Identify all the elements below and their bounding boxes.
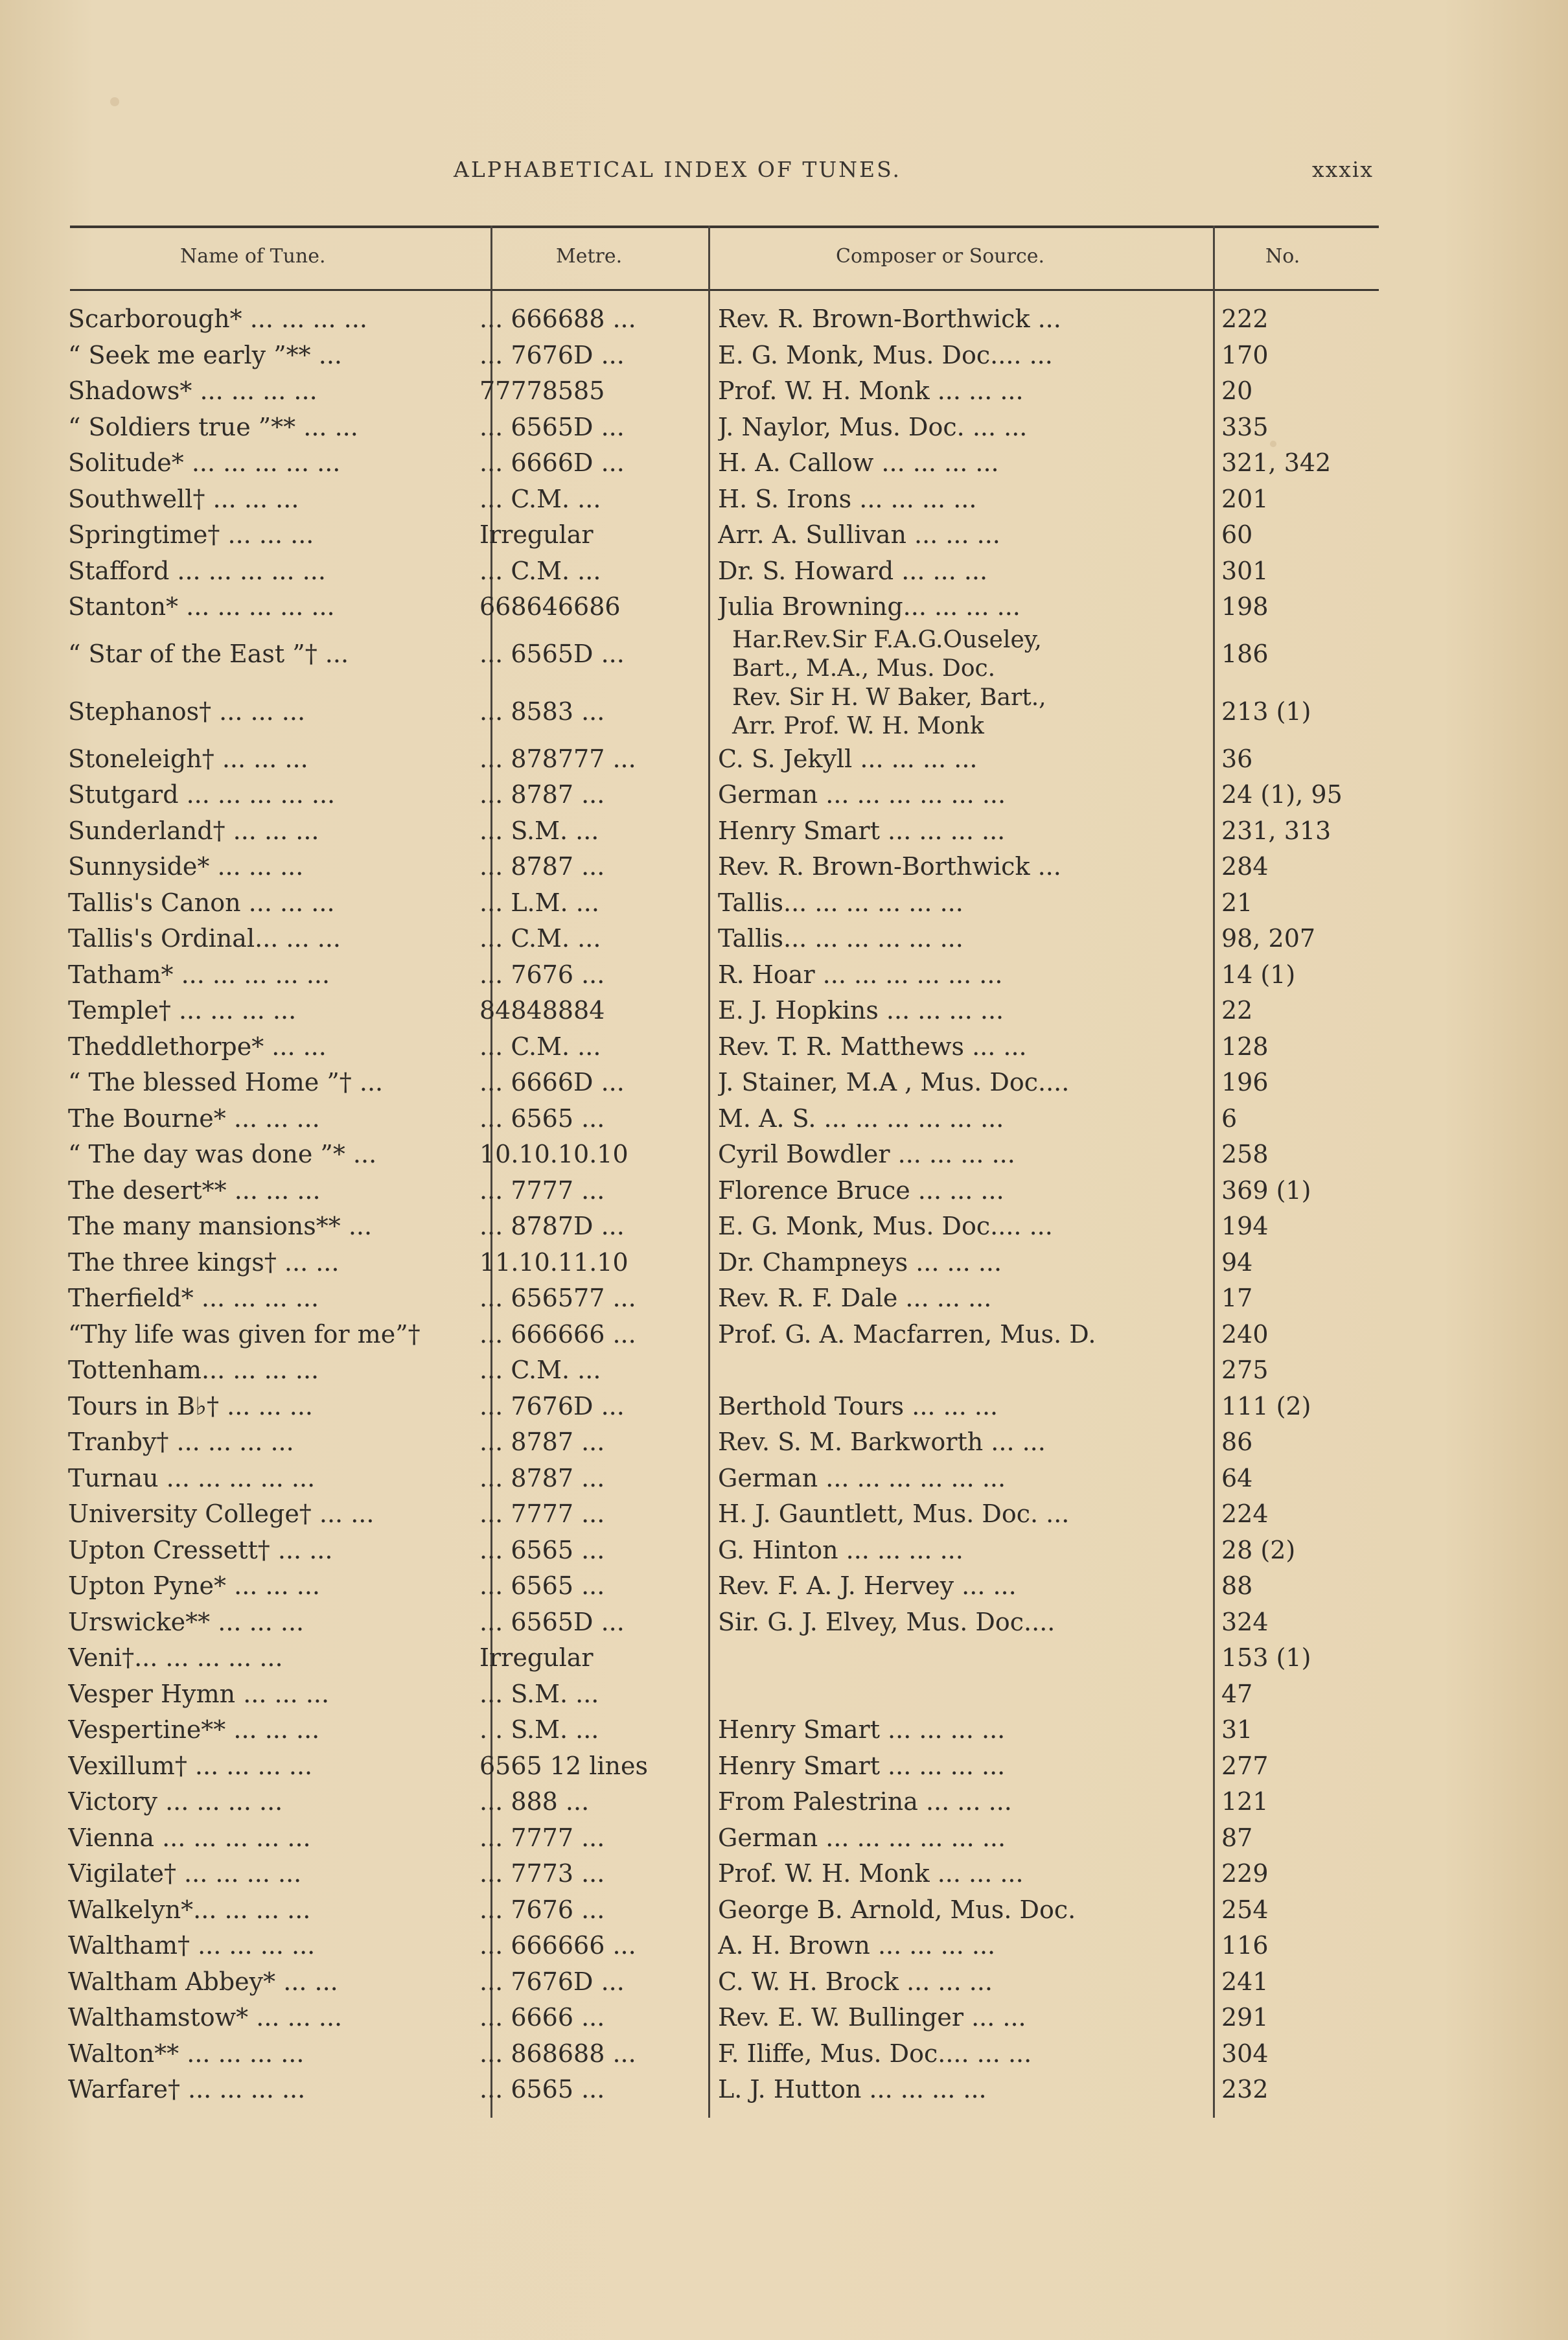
- tune-name: Veni†... ... ... ... ...: [68, 1643, 283, 1672]
- tune-number: 98, 207: [1221, 924, 1316, 953]
- tune-metre: ... 7676 ...: [479, 960, 605, 989]
- tune-composer: F. Iliffe, Mus. Doc.... ... ...: [718, 2039, 1032, 2068]
- tune-number: 94: [1221, 1247, 1253, 1277]
- tune-number: 186: [1221, 639, 1269, 668]
- tune-metre: 77778585: [479, 376, 605, 405]
- composer-line-1: Rev. Sir H. W Baker, Bart.,: [732, 684, 1046, 711]
- table-row: [0, 1104, 1568, 1141]
- tune-name: Tallis's Canon ... ... ...: [68, 888, 335, 917]
- tune-name: Stephanos† ... ... ...: [68, 697, 306, 726]
- tune-composer: German ... ... ... ... ... ...: [718, 780, 1006, 809]
- tune-metre: ... 6666D ...: [479, 1068, 625, 1096]
- table-row: [0, 1536, 1568, 1572]
- tune-metre: ... 6666 ...: [479, 2003, 605, 2032]
- tune-name: Tallis's Ordinal... ... ...: [68, 924, 341, 953]
- tune-name: “Thy life was given for me”†: [68, 1319, 421, 1349]
- tune-metre: ... 7676D ...: [479, 340, 625, 369]
- tune-composer: Cyril Bowdler ... ... ... ...: [718, 1140, 1015, 1168]
- tune-metre: Irregular: [479, 520, 594, 549]
- composer-line-2: Arr. Prof. W. H. Monk: [732, 713, 984, 739]
- tune-number: 121: [1221, 1787, 1269, 1816]
- tune-name: Turnau ... ... ... ... ...: [68, 1463, 316, 1492]
- tune-metre: ... 656577 ...: [479, 1284, 636, 1312]
- tune-metre: ... 8787D ...: [479, 1212, 625, 1240]
- tune-metre: ... 6565 ...: [479, 1571, 605, 1600]
- tune-number: 324: [1221, 1607, 1269, 1636]
- tune-metre: 10.10.10.10: [479, 1140, 628, 1168]
- tune-number: 291: [1221, 2003, 1269, 2032]
- tune-composer: Rev. R. Brown-Borthwick ...: [718, 852, 1061, 881]
- table-row: [0, 376, 1568, 413]
- tune-composer: M. A. S. ... ... ... ... ... ...: [718, 1104, 1004, 1133]
- tune-number: 277: [1221, 1751, 1269, 1780]
- table-row: [0, 1895, 1568, 1932]
- tune-number: 198: [1221, 592, 1269, 621]
- table-row: [0, 2039, 1568, 2076]
- tune-number: 87: [1221, 1823, 1253, 1852]
- tune-composer: Sir. G. J. Elvey, Mus. Doc....: [718, 1607, 1055, 1636]
- table-row: [0, 413, 1568, 449]
- tune-metre: ... C.M. ...: [479, 1032, 601, 1061]
- table-row: [0, 1967, 1568, 2004]
- tune-name: Waltham† ... ... ... ...: [68, 1931, 316, 1960]
- tune-metre: ... C.M. ...: [479, 1356, 601, 1384]
- table-row: [0, 1824, 1568, 1860]
- tune-name: Sunnyside* ... ... ...: [68, 852, 304, 881]
- table-row: [0, 1176, 1568, 1212]
- table-row: [0, 960, 1568, 997]
- tune-number: 153 (1): [1221, 1643, 1311, 1672]
- tune-composer: R. Hoar ... ... ... ... ... ...: [718, 960, 1003, 989]
- tune-number: 201: [1221, 484, 1269, 513]
- tune-number: 31: [1221, 1715, 1253, 1744]
- tune-metre: ... 7777 ...: [479, 1176, 605, 1205]
- tune-metre: ... 6565 ...: [479, 1535, 605, 1564]
- tune-metre: 11.10.11.10: [479, 1247, 628, 1277]
- tune-metre: ... 7676D ...: [479, 1391, 625, 1420]
- table-row: [0, 1715, 1568, 1752]
- tune-number: 22: [1221, 996, 1253, 1025]
- table-row: [0, 1608, 1568, 1644]
- tune-number: 196: [1221, 1068, 1269, 1096]
- tune-name: Victory ... ... ... ...: [68, 1787, 283, 1816]
- tune-metre: ... 868688 ...: [479, 2039, 636, 2068]
- tune-name: The Bourne* ... ... ...: [68, 1104, 320, 1133]
- tune-number: 229: [1221, 1859, 1269, 1888]
- table-row: [0, 448, 1568, 485]
- tune-composer: G. Hinton ... ... ... ...: [718, 1535, 963, 1564]
- tune-number: 232: [1221, 2075, 1269, 2103]
- tune-metre: ... 878777 ...: [479, 744, 636, 773]
- table-row: [0, 2075, 1568, 2111]
- tune-metre: ... C.M. ...: [479, 556, 601, 585]
- table-row: [0, 1428, 1568, 1464]
- tune-name: Stutgard ... ... ... ... ...: [68, 780, 336, 809]
- page-number: xxxix: [1312, 157, 1374, 182]
- tune-name: Scarborough* ... ... ... ...: [68, 305, 367, 333]
- tune-number: 47: [1221, 1679, 1253, 1708]
- tune-name: The desert** ... ... ...: [68, 1176, 321, 1205]
- tune-number: 86: [1221, 1428, 1253, 1456]
- tune-composer: H. A. Callow ... ... ... ...: [718, 448, 999, 477]
- tune-composer: Rev. R. F. Dale ... ... ...: [718, 1284, 992, 1312]
- tune-name: Upton Pyne* ... ... ...: [68, 1571, 320, 1600]
- tune-metre: ... C.M. ...: [479, 484, 601, 513]
- table-row: [0, 1931, 1568, 1967]
- table-row: [0, 592, 1568, 629]
- table-row: [0, 924, 1568, 960]
- tune-number: 194: [1221, 1212, 1269, 1240]
- tune-metre: 6565 12 lines: [479, 1751, 648, 1780]
- tune-composer: Prof. G. A. Macfarren, Mus. D.: [718, 1319, 1096, 1349]
- tune-metre: ... 6565 ...: [479, 2075, 605, 2103]
- tune-metre: ... 666666 ...: [479, 1931, 636, 1960]
- tune-name: The many mansions** ...: [68, 1212, 373, 1240]
- tune-number: 88: [1221, 1571, 1253, 1600]
- table-top-rule: [70, 226, 1379, 228]
- table-row: [0, 1320, 1568, 1356]
- tune-composer: Julia Browning... ... ... ...: [718, 592, 1020, 621]
- table-row: [0, 1752, 1568, 1788]
- tune-composer: C. S. Jekyll ... ... ... ...: [718, 744, 978, 773]
- tune-metre: ... 6565D ...: [479, 412, 625, 441]
- tune-number: 21: [1221, 888, 1253, 917]
- tune-metre: ... 6565D ...: [479, 639, 625, 668]
- table-row: [0, 626, 1568, 687]
- tune-metre: ... 7777 ...: [479, 1823, 605, 1852]
- table-row: [0, 1140, 1568, 1176]
- tune-number: 241: [1221, 1967, 1269, 1996]
- tune-name: Tottenham... ... ... ...: [68, 1356, 319, 1384]
- tune-metre: ... 6565D ...: [479, 1607, 625, 1636]
- tune-name: Walkelyn*... ... ... ...: [68, 1895, 311, 1924]
- tune-number: 128: [1221, 1032, 1269, 1061]
- tune-number: 20: [1221, 376, 1253, 405]
- tune-composer: Henry Smart ... ... ... ...: [718, 1715, 1006, 1744]
- tune-metre: ... 7676D ...: [479, 1967, 625, 1996]
- table-row: [0, 745, 1568, 781]
- table-row: [0, 485, 1568, 521]
- tune-metre: ... S.M. ...: [479, 1679, 599, 1708]
- tune-number: 254: [1221, 1895, 1269, 1924]
- tune-metre: ... C.M. ...: [479, 924, 601, 953]
- table-row: [0, 686, 1568, 745]
- tune-name: Vexillum† ... ... ... ...: [68, 1751, 313, 1780]
- tune-composer: German ... ... ... ... ... ...: [718, 1823, 1006, 1852]
- table-row: [0, 1032, 1568, 1069]
- tune-number: 284: [1221, 852, 1269, 881]
- tune-metre: ... S.M. ...: [479, 816, 599, 845]
- composer-line-2: Bart., M.A., Mus. Doc.: [732, 655, 996, 682]
- tune-composer: Rev. T. R. Matthews ... ...: [718, 1032, 1027, 1061]
- table-row: [0, 1680, 1568, 1716]
- tune-number: 213 (1): [1221, 697, 1311, 726]
- table-row: [0, 341, 1568, 377]
- table-row: [0, 520, 1568, 557]
- tune-name: Vigilate† ... ... ... ...: [68, 1859, 302, 1888]
- page-header: [0, 150, 1568, 189]
- table-row: [0, 1392, 1568, 1428]
- column-header-no: No.: [1265, 245, 1300, 268]
- tune-composer: H. J. Gauntlett, Mus. Doc. ...: [718, 1500, 1070, 1528]
- tune-name: Stanton* ... ... ... ... ...: [68, 592, 335, 621]
- composer-line-1: Har.Rev.Sir F.A.G.Ouseley,: [732, 626, 1042, 653]
- tune-name: Sunderland† ... ... ...: [68, 816, 319, 845]
- tune-composer: Prof. W. H. Monk ... ... ...: [718, 376, 1024, 405]
- tune-name: Warfare† ... ... ... ...: [68, 2075, 306, 2103]
- tune-composer: J. Stainer, M.A , Mus. Doc....: [718, 1068, 1070, 1096]
- tune-metre: . . S.M. ...: [479, 1715, 599, 1744]
- tune-composer: Dr. S. Howard ... ... ...: [718, 556, 988, 585]
- tune-metre: ... 8787 ...: [479, 852, 605, 881]
- column-header-metre: Metre.: [556, 245, 623, 268]
- tune-composer: George B. Arnold, Mus. Doc.: [718, 1895, 1076, 1924]
- table-row: [0, 1212, 1568, 1248]
- tune-number: 6: [1221, 1104, 1238, 1133]
- tune-name: Shadows* ... ... ... ...: [68, 376, 317, 405]
- tune-number: 64: [1221, 1463, 1253, 1492]
- tune-name: Walthamstow* ... ... ...: [68, 2003, 343, 2032]
- table-row: [0, 1356, 1568, 1392]
- tune-composer: Rev. R. Brown-Borthwick ...: [718, 305, 1061, 333]
- tune-composer: E. G. Monk, Mus. Doc.... ...: [718, 340, 1053, 369]
- table-row: [0, 1068, 1568, 1104]
- tune-name: Solitude* ... ... ... ... ...: [68, 448, 341, 477]
- tune-name: Therfield* ... ... ... ...: [68, 1284, 319, 1312]
- tune-composer: Rev. S. M. Barkworth ... ...: [718, 1428, 1046, 1456]
- page-title: ALPHABETICAL INDEX OF TUNES.: [454, 157, 902, 182]
- tune-number: 24 (1), 95: [1221, 780, 1343, 809]
- tune-name: Temple† ... ... ... ...: [68, 996, 297, 1025]
- tune-name: Vesper Hymn ... ... ...: [68, 1679, 330, 1708]
- table-row: [0, 1248, 1568, 1284]
- tune-composer: A. H. Brown ... ... ... ...: [718, 1931, 996, 1960]
- tune-composer: J. Naylor, Mus. Doc. ... ...: [718, 412, 1028, 441]
- tune-name: “ The blessed Home ”† ...: [68, 1068, 384, 1096]
- tune-metre: ... 888 ...: [479, 1787, 590, 1816]
- table-row: [0, 1500, 1568, 1536]
- table-row: [0, 305, 1568, 341]
- tune-number: 36: [1221, 744, 1253, 773]
- tune-number: 14 (1): [1221, 960, 1296, 989]
- table-row: [0, 1859, 1568, 1895]
- tune-number: 258: [1221, 1140, 1269, 1168]
- tune-composer: E. G. Monk, Mus. Doc.... ...: [718, 1212, 1053, 1240]
- tune-number: 222: [1221, 305, 1269, 333]
- tune-name: University College† ... ...: [68, 1500, 375, 1528]
- tune-number: 321, 342: [1221, 448, 1332, 477]
- tune-number: 170: [1221, 340, 1269, 369]
- tune-metre: ... 8583 ...: [479, 697, 605, 726]
- tune-metre: ... L.M. ...: [479, 888, 599, 917]
- table-row: [0, 817, 1568, 853]
- tune-name: “ Soldiers true ”** ... ...: [68, 412, 358, 441]
- tune-metre: ... 666688 ...: [479, 305, 636, 333]
- tune-composer: Henry Smart ... ... ... ...: [718, 816, 1006, 845]
- tune-metre: ... 6666D ...: [479, 448, 625, 477]
- tune-metre: ... 7676 ...: [479, 1895, 605, 1924]
- tune-composer: Tallis... ... ... ... ... ...: [718, 888, 963, 917]
- tune-name: Tranby† ... ... ... ...: [68, 1428, 294, 1456]
- tune-metre: ... 6565 ...: [479, 1104, 605, 1133]
- column-header-name: Name of Tune.: [180, 245, 326, 268]
- tune-number: 275: [1221, 1356, 1269, 1384]
- tune-composer: Arr. A. Sullivan ... ... ...: [718, 520, 1000, 549]
- tune-metre: Irregular: [479, 1643, 594, 1672]
- tune-composer: L. J. Hutton ... ... ... ...: [718, 2075, 987, 2103]
- table-row: [0, 1643, 1568, 1680]
- tune-composer: From Palestrina ... ... ...: [718, 1787, 1012, 1816]
- table-row: [0, 852, 1568, 888]
- tune-name: Vespertine** ... ... ...: [68, 1715, 320, 1744]
- tune-number: 60: [1221, 520, 1253, 549]
- table-row: [0, 1464, 1568, 1500]
- table-row: [0, 780, 1568, 817]
- tune-number: 304: [1221, 2039, 1269, 2068]
- column-header-composer: Composer or Source.: [836, 245, 1045, 268]
- tune-composer: H. S. Irons ... ... ... ...: [718, 484, 977, 513]
- tune-composer: German ... ... ... ... ... ...: [718, 1463, 1006, 1492]
- tune-name: “ The day was done ”* ...: [68, 1140, 377, 1168]
- tune-composer: Henry Smart ... ... ... ...: [718, 1751, 1006, 1780]
- tune-metre: ... 7777 ...: [479, 1500, 605, 1528]
- table-row: [0, 557, 1568, 593]
- paper-spot: [110, 97, 119, 106]
- tune-name: Walton** ... ... ... ...: [68, 2039, 305, 2068]
- table-row: [0, 996, 1568, 1032]
- tune-composer: Berthold Tours ... ... ...: [718, 1391, 998, 1420]
- tune-composer: Florence Bruce ... ... ...: [718, 1176, 1004, 1205]
- tune-metre: 84848884: [479, 996, 605, 1025]
- tune-composer: Rev. E. W. Bullinger ... ...: [718, 2003, 1026, 2032]
- tune-composer: Dr. Champneys ... ... ...: [718, 1247, 1002, 1277]
- tune-metre: ... 666666 ...: [479, 1319, 636, 1349]
- tune-name: Theddlethorpe* ... ...: [68, 1032, 327, 1061]
- tune-composer: C. W. H. Brock ... ... ...: [718, 1967, 993, 1996]
- tune-composer: Rev. F. A. J. Hervey ... ...: [718, 1571, 1017, 1600]
- tune-number: 17: [1221, 1284, 1253, 1312]
- tune-number: 28 (2): [1221, 1535, 1296, 1564]
- tune-name: Stoneleigh† ... ... ...: [68, 744, 308, 773]
- tune-name: Vienna ... ... ... ... ...: [68, 1823, 311, 1852]
- tune-number: 111 (2): [1221, 1391, 1311, 1420]
- tune-composer: Prof. W. H. Monk ... ... ...: [718, 1859, 1024, 1888]
- tune-name: Tatham* ... ... ... ... ...: [68, 960, 330, 989]
- table-header-rule: [70, 289, 1379, 291]
- tune-metre: ... 8787 ...: [479, 1463, 605, 1492]
- tune-composer: E. J. Hopkins ... ... ... ...: [718, 996, 1004, 1025]
- tune-number: 369 (1): [1221, 1176, 1311, 1205]
- table-row: [0, 1571, 1568, 1608]
- tune-name: Springtime† ... ... ...: [68, 520, 314, 549]
- tune-composer: Tallis... ... ... ... ... ...: [718, 924, 963, 953]
- tune-metre: ... 7773 ...: [479, 1859, 605, 1888]
- table-row: [0, 1284, 1568, 1320]
- tune-metre: 668646686: [479, 592, 621, 621]
- table-row: [0, 1787, 1568, 1824]
- table-row: [0, 2003, 1568, 2039]
- tune-name: “ Seek me early ”** ...: [68, 340, 342, 369]
- tune-number: 335: [1221, 412, 1269, 441]
- tune-number: 301: [1221, 556, 1269, 585]
- tune-name: Urswicke** ... ... ...: [68, 1607, 305, 1636]
- tune-metre: ... 8787 ...: [479, 780, 605, 809]
- tune-metre: ... 8787 ...: [479, 1428, 605, 1456]
- tune-name: The three kings† ... ...: [68, 1247, 340, 1277]
- tune-name: Stafford ... ... ... ... ...: [68, 556, 326, 585]
- tune-name: “ Star of the East ”† ...: [68, 639, 349, 668]
- tune-name: Waltham Abbey* ... ...: [68, 1967, 338, 1996]
- table-row: [0, 888, 1568, 925]
- tune-number: 240: [1221, 1319, 1269, 1349]
- tune-name: Tours in B♭† ... ... ...: [68, 1391, 313, 1420]
- tune-number: 224: [1221, 1500, 1269, 1528]
- tune-number: 231, 313: [1221, 816, 1332, 845]
- tune-name: Southwell† ... ... ...: [68, 484, 299, 513]
- tune-name: Upton Cressett† ... ...: [68, 1535, 333, 1564]
- tune-number: 116: [1221, 1931, 1269, 1960]
